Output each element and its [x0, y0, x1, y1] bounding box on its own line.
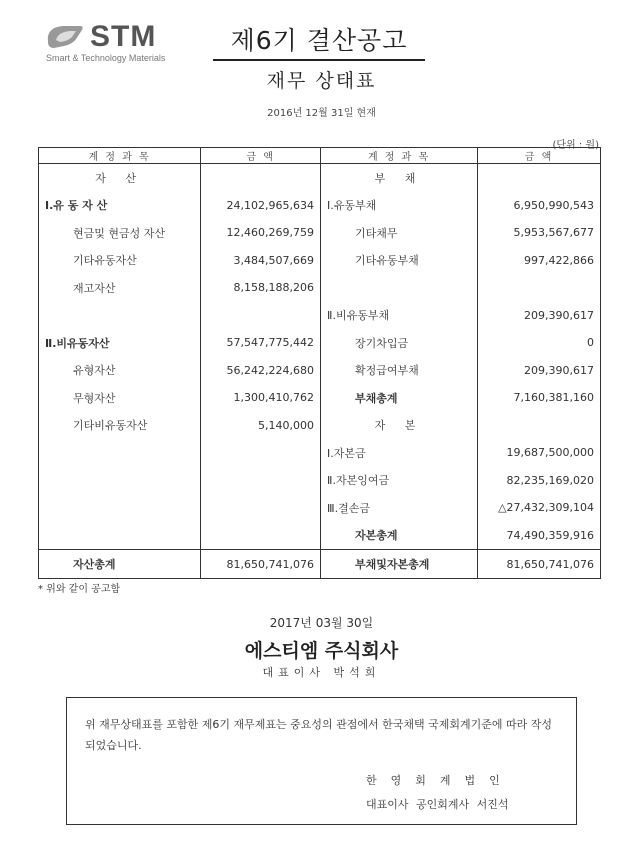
account-cell: 기타유동부채 [321, 247, 478, 275]
total-liabilities-equity-label: 부채및자본총계 [321, 550, 478, 579]
table-row [39, 522, 601, 550]
account-cell [321, 274, 478, 302]
account-cell: Ⅱ.비유동자산 [39, 329, 201, 357]
audit-signer: 대표이사 공인회계사 서진석 [366, 798, 509, 811]
account-cell: Ⅰ.자본금 [321, 439, 478, 467]
amount-cell: 997,422,866 [478, 247, 601, 275]
table-row [39, 219, 601, 247]
account-cell: 유형자산 [39, 357, 201, 385]
amount-cell [478, 412, 601, 440]
audit-statement-text: 위 재무상태표를 포함한 제6기 재무제표는 중요성의 관점에서 한국채택 국제회계기준에 따라 작성되었습니다. [85, 718, 553, 752]
amount-cell: 19,687,500,000 [478, 439, 601, 467]
header-right-account: 계 정 과 목 [321, 148, 478, 164]
table-row [39, 467, 601, 495]
amount-cell: 0 [478, 329, 601, 357]
table-row [39, 412, 601, 440]
amount-cell [478, 274, 601, 302]
table-row [39, 274, 601, 302]
amount-cell [201, 467, 321, 495]
audit-firm-name: 한영회계법인 [366, 774, 514, 787]
section-label: 부 채 [321, 164, 478, 192]
table-row [39, 164, 601, 192]
amount-cell: 3,484,507,669 [201, 247, 321, 275]
account-cell [39, 467, 201, 495]
account-cell: 기타비유동자산 [39, 412, 201, 440]
table-row [39, 192, 601, 220]
amount-cell: 1,300,410,762 [201, 384, 321, 412]
table-row [39, 302, 601, 330]
company-name: 에스티엠 주식회사 [244, 640, 399, 662]
table-row [39, 384, 601, 412]
table-row [39, 329, 601, 357]
table-row [39, 247, 601, 275]
ceo-name: 대표이사 박석희 [262, 666, 381, 679]
account-cell: 기타유동자산 [39, 247, 201, 275]
announcement-note: * 위와 같이 공고함 [38, 584, 121, 595]
account-cell: Ⅰ.유동부채 [321, 192, 478, 220]
amount-cell: 57,547,775,442 [201, 329, 321, 357]
section-label: 자 산 [39, 164, 201, 192]
subtotal-label: 자본총계 [321, 522, 478, 550]
account-cell: 확정급여부채 [321, 357, 478, 385]
amount-cell: 74,490,359,916 [478, 522, 601, 550]
amount-cell: 24,102,965,634 [201, 192, 321, 220]
header-left-account: 계 정 과 목 [39, 148, 201, 164]
account-cell: Ⅱ.비유동부채 [321, 302, 478, 330]
amount-cell: 5,953,567,677 [478, 219, 601, 247]
amount-cell [201, 164, 321, 192]
section-label: 자 본 [321, 412, 478, 440]
account-cell: Ⅱ.자본잉여금 [321, 467, 478, 495]
amount-cell [201, 494, 321, 522]
total-assets-label: 자산총계 [39, 550, 201, 579]
table-row [39, 357, 601, 385]
table-row [39, 439, 601, 467]
amount-cell: △27,432,309,104 [478, 494, 601, 522]
logo-mark-icon [44, 22, 84, 52]
header-right-amount: 금 액 [478, 148, 601, 164]
currency-unit: (단위 : 원) [552, 140, 599, 151]
account-cell [39, 494, 201, 522]
account-cell [39, 302, 201, 330]
audit-statement-box [66, 697, 577, 825]
table-header-row [39, 148, 601, 164]
announcement-date: 2017년 03월 30일 [269, 616, 374, 630]
amount-cell: 56,242,224,680 [201, 357, 321, 385]
account-cell: 장기차입금 [321, 329, 478, 357]
account-cell: 기타채무 [321, 219, 478, 247]
account-cell: 무형자산 [39, 384, 201, 412]
amount-cell: 209,390,617 [478, 302, 601, 330]
table-row [39, 494, 601, 522]
amount-cell: 12,460,269,759 [201, 219, 321, 247]
company-logo [44, 20, 194, 66]
account-cell [39, 439, 201, 467]
logo-wordmark: STM [90, 20, 157, 53]
amount-cell: 82,235,169,020 [478, 467, 601, 495]
account-cell [39, 522, 201, 550]
total-assets-amount: 81,650,741,076 [201, 550, 321, 579]
balance-sheet-table [38, 147, 601, 579]
auditor-block [366, 772, 556, 812]
amount-cell [201, 302, 321, 330]
amount-cell: 5,140,000 [201, 412, 321, 440]
account-cell: 현금및 현금성 자산 [39, 219, 201, 247]
statement-title: 재무 상태표 [266, 70, 377, 92]
amount-cell: 6,950,990,543 [478, 192, 601, 220]
page-title: 제6기 결산공고 [213, 24, 425, 61]
account-cell: Ⅲ.결손금 [321, 494, 478, 522]
amount-cell: 7,160,381,160 [478, 384, 601, 412]
total-row [39, 550, 601, 579]
logo-tagline: Smart & Technology Materials [46, 53, 166, 63]
subtotal-label: 부채총계 [321, 384, 478, 412]
amount-cell: 8,158,188,206 [201, 274, 321, 302]
amount-cell [478, 164, 601, 192]
total-liabilities-equity-amount: 81,650,741,076 [478, 550, 601, 579]
amount-cell [201, 439, 321, 467]
as-of-date: 2016년 12월 31일 현재 [267, 108, 376, 119]
account-cell: Ⅰ.유 동 자 산 [39, 192, 201, 220]
account-cell: 재고자산 [39, 274, 201, 302]
amount-cell: 209,390,617 [478, 357, 601, 385]
header-left-amount: 금 액 [201, 148, 321, 164]
amount-cell [201, 522, 321, 550]
